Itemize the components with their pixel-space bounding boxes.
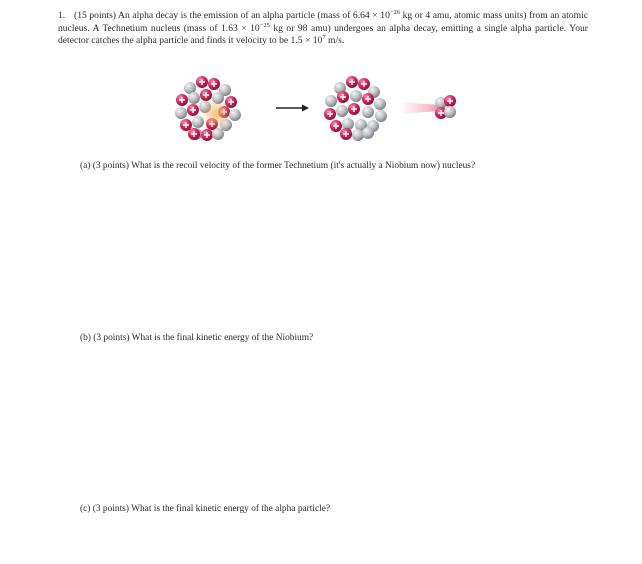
alpha-decay-illustration xyxy=(168,70,468,150)
problem-text-4: m/s. xyxy=(325,35,345,47)
exponent-2: −25 xyxy=(259,21,270,29)
problem-statement xyxy=(58,10,588,48)
arrow-icon xyxy=(276,105,309,112)
exponent-3: 7 xyxy=(322,34,326,42)
problem-points: (15 points) xyxy=(74,10,117,21)
part-a-question: (a) (3 points) What is the recoil velocity of the former Technetium (it's actually a Niobium now) nucleus? xyxy=(80,161,476,171)
problem-number: 1. xyxy=(58,10,66,21)
alpha-decay-figure xyxy=(168,70,468,150)
part-b-question: (b) (3 points) What is the final kinetic energy of the Niobium? xyxy=(80,333,314,343)
part-c-question: (c) (3 points) What is the final kinetic energy of the alpha particle? xyxy=(80,504,331,514)
problem-text-1: An alpha decay is the emission of an alpha particle (mass of 6.64 × 10 xyxy=(116,10,390,21)
niobium-nucleus xyxy=(324,76,387,141)
alpha-particle xyxy=(398,95,456,119)
exponent-1: −26 xyxy=(389,9,401,16)
technetium-nucleus xyxy=(175,76,241,141)
problem-text-3: kg or 98 amu) undergoes an alpha decay, emitting a single alpha particle. Your detector catches the alpha particle and finds it velocity to be 1.5 × 10 xyxy=(58,22,588,47)
problem-text-2: kg or 4 amu, atomic mass units) from an atomic nucleus. A Technetium nucleus (mass of 1.63 × 10 xyxy=(58,10,588,34)
